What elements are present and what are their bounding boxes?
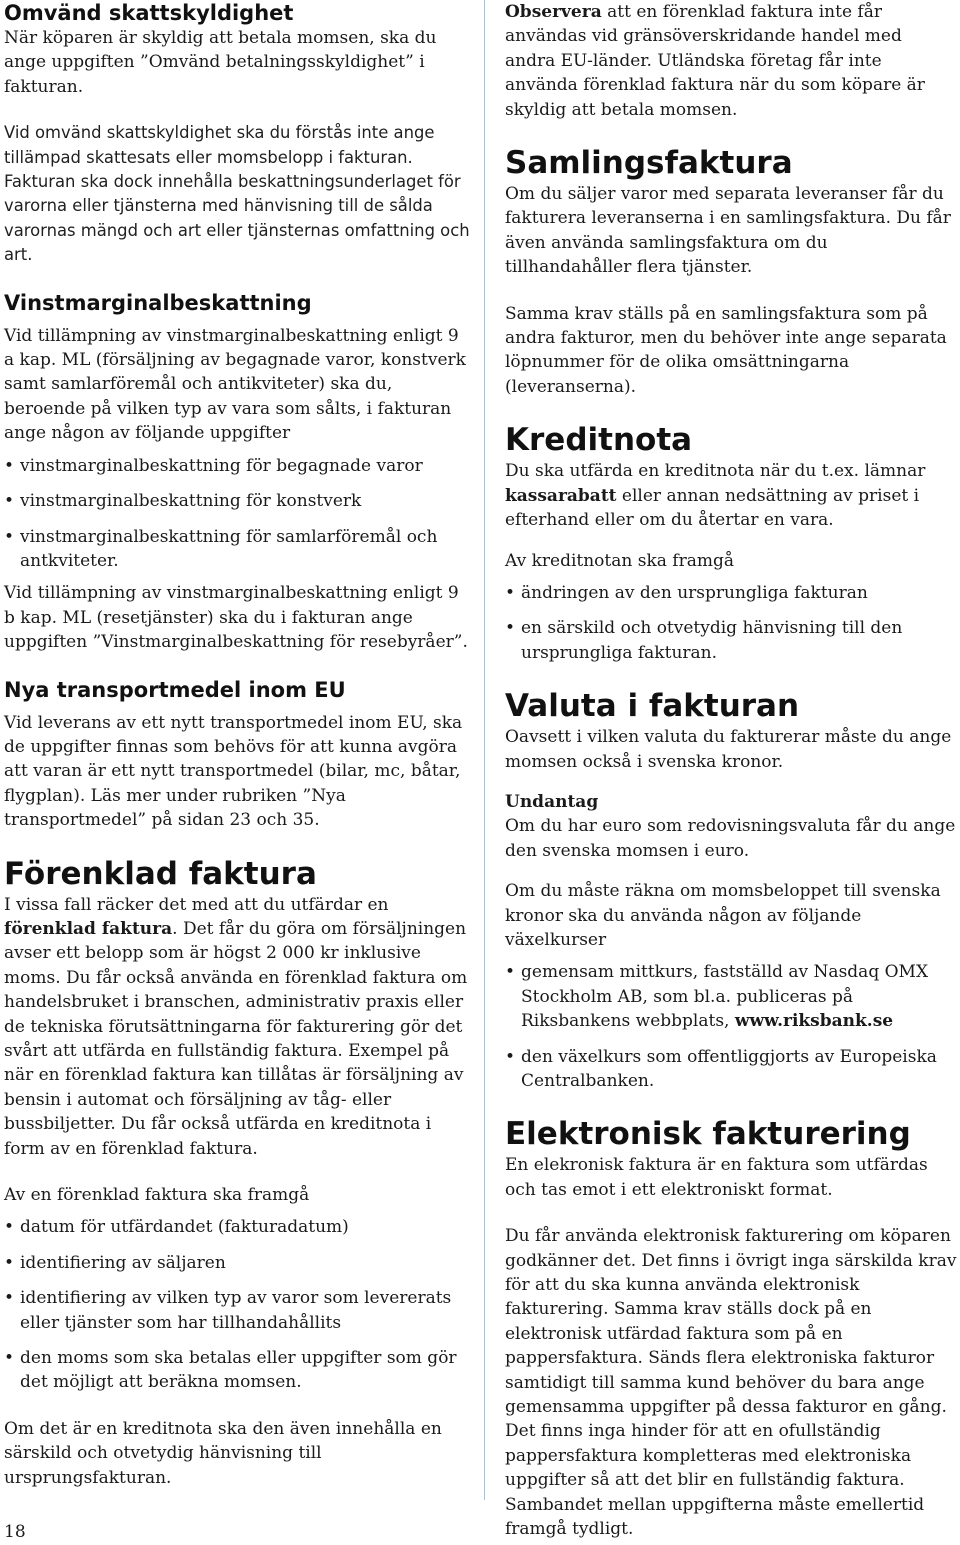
subheading-undantag: Undantag	[505, 791, 599, 812]
paragraph: Vid omvänd skattskyldighet ska du förstås inte ange tillämpad skattesats eller momsbelopp i fakturan. Fakturan ska dock innehålla beskattningsunderlaget för varorna eller tjänsterna med hänvisning till de sålda varornas mängd och art eller tjänsternas omfattning och art.	[4, 123, 470, 265]
section-observera	[505, 0, 957, 122]
heading-elektronisk: Elektronisk fakturering	[505, 1116, 911, 1153]
section-forenklad-faktura	[4, 855, 470, 1491]
paragraph: Du får använda elektronisk fakturering om köparen godkänner det. Det finns i övrigt inga särskilda krav för att du ska kunna använda elektronisk fakturering. Samma krav ställs dock på en elektronisk utfärdad faktura som på en pappersfaktura. Sänds flera elektroniska fakturor samtidigt till samma kund behöver du bara ange gemensamma uppgifter på dessa fakturor en gång. Det finns inga hinder för att en ofullständig pappersfaktura kompletteras med elektroniska uppgifter så att det blir en fullständig faktura. Sambandet mellan uppgifterna måste emellertid framgå tydligt.	[505, 1226, 957, 1540]
bullet-list	[505, 581, 957, 665]
paragraph: En elekronisk faktura är en faktura som utfärdas och tas emot i ett elektroniskt format.	[505, 1155, 928, 1200]
list-item: • den moms som ska betalas eller uppgifter som gör det möjligt att beräkna momsen.	[4, 1346, 470, 1395]
column-divider	[484, 0, 485, 1500]
section-vinstmarginalbeskattning	[4, 290, 470, 655]
section-valuta	[505, 687, 957, 1093]
heading-forenklad-faktura: Förenklad faktura	[4, 855, 317, 892]
page-number: 18	[4, 1522, 26, 1542]
paragraph: I vissa fall räcker det med att du utfärdar en förenklad faktura. Det får du göra om försäljningen avser ett belopp som är högst 2 000 kr inklusive moms. Du får också använda en förenklad faktura om handelsbruket i branschen, administrativ praxis eller de tekniska förutsättningarna för fakturering gör det svårt att utfärda en fullständig faktura. Exempel på när en förenklad faktura kan tillåtas är försäljning av bensin i automat och försäljning av tåg- eller bussbiljetter. Du får också utfärda en kreditnota i form av en förenklad faktura.	[4, 894, 468, 1159]
riksbank-link[interactable]: www.riksbank.se	[734, 1011, 894, 1032]
paragraph: Observera att en förenklad faktura inte får användas vid gränsöverskridande handel med andra EU-länder. Utländska företag får inte använda förenklad faktura när du som köpare är skyldig att betala momsen.	[505, 2, 925, 120]
bullet-list	[505, 960, 957, 1093]
paragraph: Av kreditnotan ska framgå	[505, 550, 734, 571]
heading-kreditnota: Kreditnota	[505, 422, 693, 459]
heading-vinstmarginal: Vinstmarginalbeskattning	[4, 290, 312, 315]
paragraph: Vid tillämpning av vinstmarginalbeskattning enligt 9 a kap. ML (försäljning av begagnade varor, konstverk samt samlarföremål och antikviteter) ska du, beroende på vilken typ av vara som sålts, i fakturan ange någon av följande uppgifter	[4, 325, 466, 444]
right-column	[505, 0, 957, 1542]
paragraph: Vid tillämpning av vinstmarginalbeskattning enligt 9 b kap. ML (resetjänster) ska du i fakturan ange uppgiften ”Vinstmarginalbeskattning för resebyråer”.	[4, 583, 468, 653]
heading-valuta: Valuta i fakturan	[505, 688, 800, 725]
heading-samlingsfaktura: Samlingsfaktura	[505, 145, 793, 182]
list-item: • vinstmarginalbeskattning för samlarföremål och antkviteter.	[4, 525, 470, 574]
section-omvand-skattskyldighet	[4, 0, 470, 268]
list-item: • ändringen av den ursprungliga fakturan	[505, 581, 957, 605]
list-item: • datum för utfärdandet (fakturadatum)	[4, 1215, 470, 1239]
paragraph: Du ska utfärda en kreditnota när du t.ex. lämnar kassarabatt eller annan nedsättning av priset i efterhand eller om du återtar en vara.	[505, 461, 926, 531]
paragraph: Om du har euro som redovisningsvaluta får du ange den svenska momsen i euro.	[505, 816, 956, 861]
list-item: • gemensam mittkurs, fastställd av Nasdaq OMX Stockholm AB, som bl.a. publiceras på Riksbankens webbplats, www.riksbank.se	[505, 960, 957, 1033]
section-kreditnota	[505, 421, 957, 665]
section-samlingsfaktura	[505, 144, 957, 399]
paragraph: När köparen är skyldig att betala momsen, ska du ange uppgiften ”Omvänd betalningsskyldighet” i fakturan.	[4, 28, 437, 97]
paragraph: Vid leverans av ett nytt transportmedel inom EU, ska de uppgifter finnas som behövs för att kunna avgöra att varan är ett nytt transportmedel (bilar, mc, båtar, flygplan). Läs mer under rubriken ”Nya transportmedel” på sidan 23 och 35.	[4, 712, 463, 831]
list-item: • en särskild och otvetydig hänvisning till den ursprungliga fakturan.	[505, 616, 957, 665]
heading-omvand: Omvänd skattskyldighet	[4, 1, 294, 25]
paragraph: Om du säljer varor med separata leveranser får du fakturera leveranserna i en samlingsfaktura. Du får även använda samlingsfaktura om du tillhandahåller flera tjänster.	[505, 184, 951, 278]
paragraph: Oavsett i vilken valuta du fakturerar måste du ange momsen också i svenska kronor.	[505, 727, 952, 772]
paragraph: Om det är en kreditnota ska den även innehålla en särskild och otvetydig hänvisning till ursprungsfakturan.	[4, 1418, 442, 1488]
paragraph: Om du måste räkna om momsbeloppet till svenska kronor ska du använda någon av följande växelkurser	[505, 881, 941, 950]
paragraph: Samma krav ställs på en samlingsfaktura som på andra fakturor, men du behöver inte ange separata löpnummer för de olika omsättningarna (leveranserna).	[505, 303, 947, 397]
bullet-list	[4, 454, 470, 574]
list-item: • den växelkurs som offentliggjorts av Europeiska Centralbanken.	[505, 1045, 957, 1094]
list-item: • vinstmarginalbeskattning för konstverk	[4, 489, 470, 513]
list-item: • identifiering av vilken typ av varor som levererats eller tjänster som har tillhandahållits	[4, 1286, 470, 1335]
list-item: • vinstmarginalbeskattning för begagnade varor	[4, 454, 470, 478]
bullet-list	[4, 1215, 470, 1394]
heading-nya-transportmedel: Nya transportmedel inom EU	[4, 677, 346, 702]
list-item: • identifiering av säljaren	[4, 1251, 470, 1275]
left-column	[4, 0, 470, 1490]
section-elektronisk	[505, 1115, 957, 1541]
paragraph: Av en förenklad faktura ska framgå	[4, 1185, 310, 1206]
section-nya-transportmedel	[4, 677, 470, 833]
